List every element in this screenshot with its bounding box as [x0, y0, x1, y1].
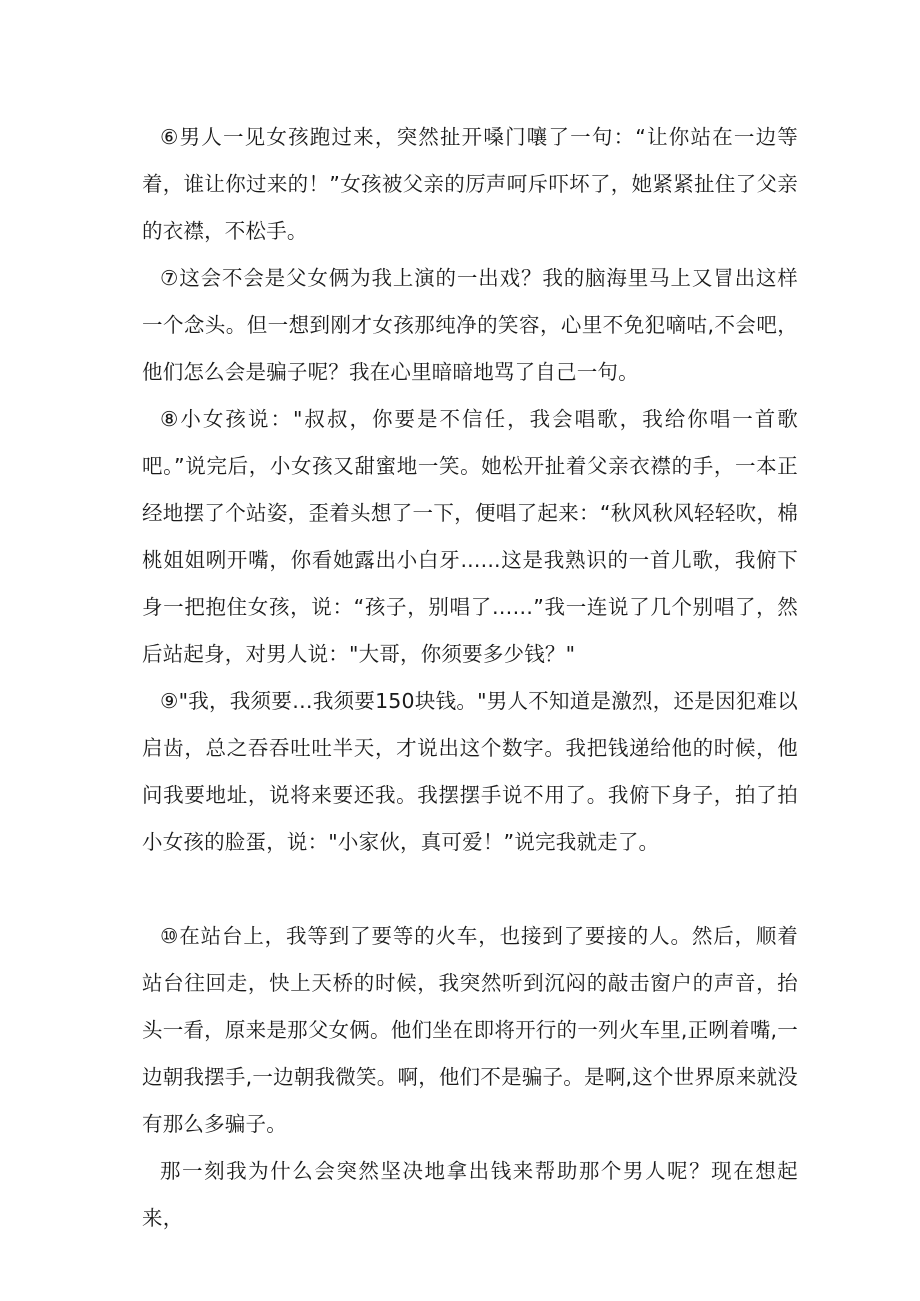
- paragraph-7: ⑦这会不会是父女俩为我上演的一出戏？我的脑海里马上又冒出这样一个念头。但一想到刚才女孩那纯净的笑容，心里不免犯嘀咕,不会吧，他们怎么会是骗子呢？我在心里暗暗地骂了自己一句。: [142, 266, 798, 384]
- paragraph-10: ⑩在站台上，我等到了要等的火车，也接到了要接的人。然后，顺着站台往回走，快上天桥的时候，我突然听到沉闷的敲击窗户的声音，抬头一看，原来是那父女俩。他们坐在即将开行的一列火车里,正咧着嘴,一边朝我摆手,一边朝我微笑。啊，他们不是骗子。是啊,这个世界原来就没有那么多骗子。: [142, 924, 798, 1136]
- paragraph-6: ⑥男人一见女孩跑过来，突然扯开嗓门嚷了一句：“让你站在一边等着，谁让你过来的！”女孩被父亲的厉声呵斥吓坏了，她紧紧扯住了父亲的衣襟，不松手。: [142, 125, 798, 243]
- paragraph-8: ⑧小女孩说："叔叔，你要是不信任，我会唱歌，我给你唱一首歌吧。”说完后，小女孩又甜蜜地一笑。她松开扯着父亲衣襟的手，一本正经地摆了个站姿，歪着头想了一下，便唱了起来：“秋风秋风轻轻吹，棉桃姐姐咧开嘴，你看她露出小白牙......这是我熟识的一首儿歌，我俯下身一把抱住女孩，说：“孩子，别唱了……”我一连说了几个别唱了，然后站起身，对男人说："大哥，你须要多少钱？": [142, 407, 798, 666]
- paragraph-9: ⑨"我，我须要…我须要150块钱。"男人不知道是激烈，还是因犯难以启齿，总之吞吞吐吐半天，才说出这个数字。我把钱递给他的时候，他问我要地址，说将来要还我。我摆摆手说不用了。我俯下身子，拍了拍小女孩的脸蛋，说："小家伙，真可爱！”说完我就走了。: [142, 689, 798, 854]
- paragraph-closing: 那一刻我为什么会突然坚决地拿出钱来帮助那个男人呢？现在想起来，: [142, 1159, 798, 1230]
